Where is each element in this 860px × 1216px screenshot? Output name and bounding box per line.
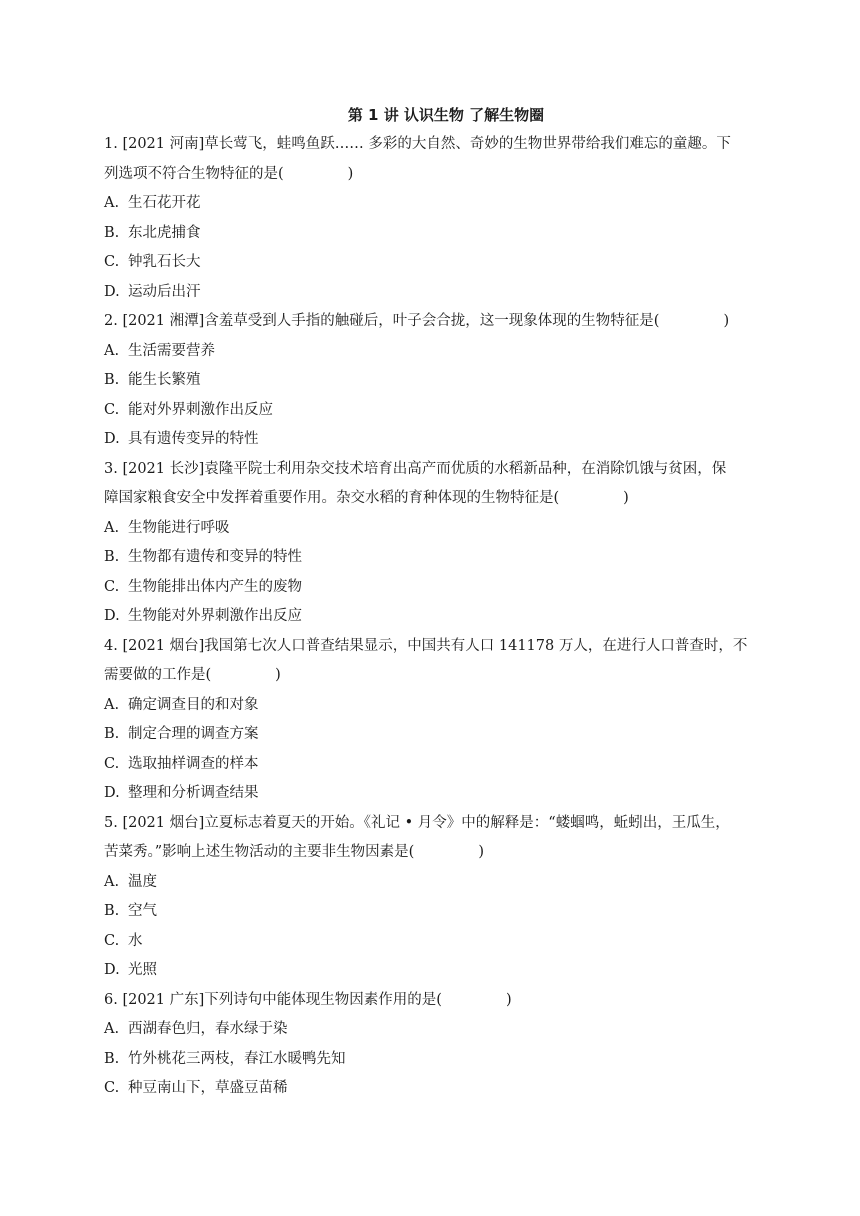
option-letter: B. <box>104 372 120 388</box>
answer-blank-close: ) <box>723 313 730 329</box>
question-stem-text: 苦菜秀。”影响上述生物活动的主要非生物因素是( <box>104 844 415 860</box>
option-text: 生活需要营养 <box>128 342 215 359</box>
option-text: 整理和分析调查结果 <box>128 785 259 801</box>
option-letter: B. <box>104 903 120 919</box>
page-title: 第 1 讲 认识生物 了解生物圈 <box>347 106 545 124</box>
option-text: 生物能对外界刺激作出反应 <box>128 608 302 624</box>
question-3 <box>104 455 764 632</box>
question-6 <box>104 986 764 1104</box>
question-1 <box>104 130 764 307</box>
option-letter: B. <box>104 1050 120 1067</box>
option-text: 竹外桃花三两枝，春江水暖鸭先知 <box>128 1050 346 1067</box>
option-letter: A. <box>104 1021 120 1037</box>
option-text: 能生长繁殖 <box>128 372 201 388</box>
question-stem-line: 1. [2021 河南]草长莺飞，蛙鸣鱼跃…… 多彩的大自然、奇妙的生物世界带给我们难忘的童趣。下 <box>104 136 731 152</box>
option-text: 钟乳石长大 <box>128 254 201 270</box>
option-letter: A. <box>104 519 120 536</box>
question-stem-line: 5. [2021 烟台]立夏标志着夏天的开始。《礼记 • 月令》中的解释是：“蝼蝈鸣，蚯蚓出，王瓜生， <box>104 814 730 831</box>
option-text: 水 <box>128 932 143 949</box>
option-text: 选取抽样调查的样本 <box>128 755 259 772</box>
option-a <box>104 1015 764 1045</box>
option-letter: A. <box>104 873 120 890</box>
option-a <box>104 337 764 367</box>
answer-blank-close: ) <box>478 844 484 860</box>
question-stem-line <box>104 484 764 514</box>
question-stem-line <box>104 307 764 337</box>
option-c <box>104 396 764 426</box>
option-letter: C. <box>104 578 120 595</box>
option-b <box>104 219 764 249</box>
option-text: 制定合理的调查方案 <box>128 726 259 742</box>
question-stem-line: 3. [2021 长沙]袁隆平院士利用杂交技术培育出高产而优质的水稻新品种，在消除饥饿与贫困，保 <box>104 460 727 477</box>
option-text: 生石花开花 <box>128 195 201 211</box>
worksheet-page <box>104 100 764 1104</box>
option-c <box>104 750 764 780</box>
option-d <box>104 779 764 809</box>
option-letter: C. <box>104 755 120 772</box>
answer-blank-close: ) <box>505 991 512 1008</box>
option-a <box>104 189 764 219</box>
question-stem-text: 2. [2021 湘潭]含羞草受到人手指的触碰后，叶子会合拢，这一现象体现的生物特征是( <box>104 313 660 329</box>
option-letter: D. <box>104 962 120 978</box>
answer-blank-close: ) <box>275 667 281 683</box>
option-c <box>104 927 764 957</box>
option-letter: A. <box>104 696 120 713</box>
option-text: 确定调查目的和对象 <box>128 696 259 713</box>
option-text: 具有遗传变异的特性 <box>128 431 259 447</box>
option-text: 生物能进行呼吸 <box>128 519 230 536</box>
option-text: 光照 <box>128 962 157 978</box>
question-stem-text: 6. [2021 广东]下列诗句中能体现生物因素作用的是( <box>104 991 442 1008</box>
option-b <box>104 720 764 750</box>
option-a <box>104 514 764 544</box>
option-c <box>104 1074 764 1104</box>
question-stem-line <box>104 160 764 190</box>
option-letter: C. <box>104 254 120 270</box>
question-stem-line <box>104 838 764 868</box>
option-letter: D. <box>104 608 120 624</box>
option-text: 种豆南山下，草盛豆苗稀 <box>128 1080 288 1096</box>
question-stem-text: 需要做的工作是( <box>104 667 212 683</box>
option-letter: D. <box>104 785 120 801</box>
question-stem-text: 障国家粮食安全中发挥着重要作用。杂交水稻的育种体现的生物特征是( <box>104 490 560 506</box>
option-letter: D. <box>104 283 120 300</box>
option-letter: C. <box>104 932 120 949</box>
question-stem-line <box>104 986 764 1016</box>
option-c <box>104 248 764 278</box>
option-letter: C. <box>104 1080 120 1096</box>
option-b <box>104 366 764 396</box>
option-text: 运动后出汗 <box>128 283 201 300</box>
option-a <box>104 868 764 898</box>
option-d <box>104 425 764 455</box>
option-letter: B. <box>104 726 120 742</box>
question-stem-text: 列选项不符合生物特征的是( <box>104 165 284 182</box>
option-b <box>104 543 764 573</box>
answer-blank-close: ) <box>623 490 629 506</box>
option-d <box>104 602 764 632</box>
question-4 <box>104 632 764 809</box>
option-d <box>104 278 764 308</box>
option-text: 东北虎捕食 <box>128 224 201 241</box>
option-letter: C. <box>104 401 120 418</box>
option-b <box>104 897 764 927</box>
option-letter: A. <box>104 195 120 211</box>
option-text: 生物都有遗传和变异的特性 <box>128 549 302 565</box>
question-stem-line <box>104 661 764 691</box>
option-text: 生物能排出体内产生的废物 <box>128 578 302 595</box>
answer-blank-close: ) <box>347 165 354 182</box>
option-text: 能对外界刺激作出反应 <box>128 401 273 418</box>
question-5 <box>104 809 764 986</box>
option-text: 西湖春色归，春水绿于染 <box>128 1021 288 1037</box>
option-letter: D. <box>104 431 120 447</box>
question-stem-line: 4. [2021 烟台]我国第七次人口普查结果显示，中国共有人口 141178 万人，在进行人口普查时，不 <box>104 637 748 654</box>
option-b <box>104 1045 764 1075</box>
option-d <box>104 956 764 986</box>
option-letter: B. <box>104 224 120 241</box>
option-letter: A. <box>104 342 120 359</box>
option-text: 温度 <box>128 873 157 890</box>
option-letter: B. <box>104 549 120 565</box>
option-c <box>104 573 764 603</box>
option-a <box>104 691 764 721</box>
option-text: 空气 <box>128 903 157 919</box>
question-2 <box>104 307 764 455</box>
